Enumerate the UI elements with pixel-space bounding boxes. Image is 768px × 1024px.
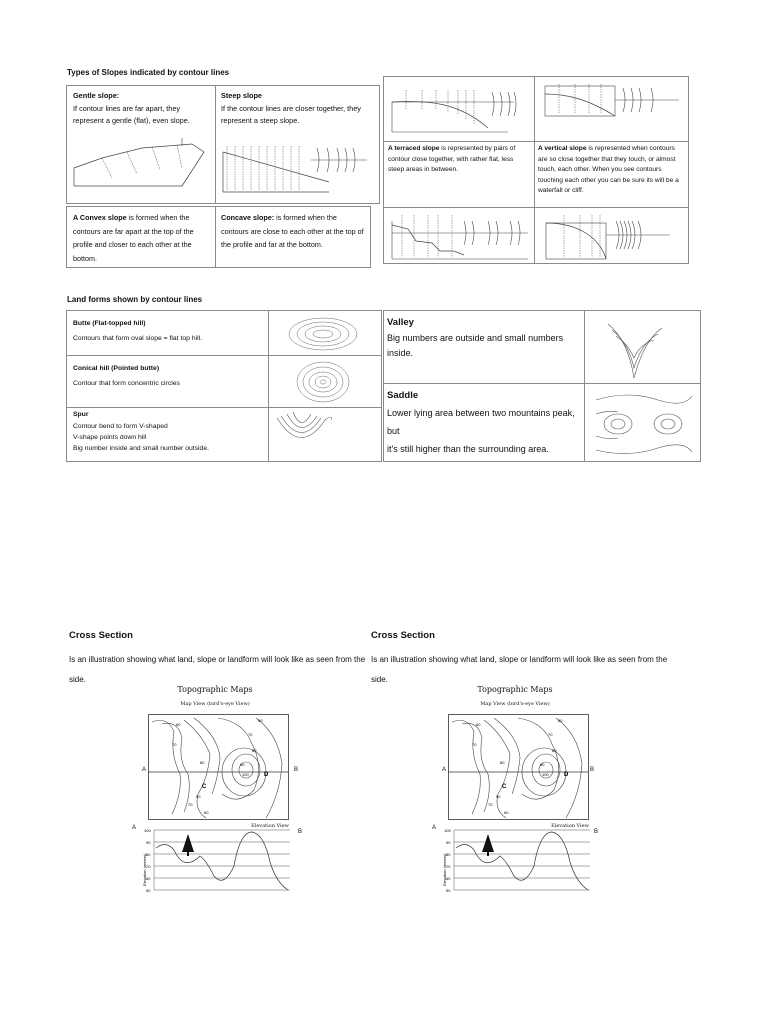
elevation-axis-label: Elevation (meters) (442, 853, 447, 886)
topo-map-diagram (448, 714, 598, 826)
spur-title: Spur (73, 411, 89, 418)
y-tick-label: 90 (446, 840, 451, 845)
concave-slope-text: is formed when the contours are close to each other at the top of the profile and far at the bottom. (221, 213, 364, 249)
butte-cell (67, 313, 267, 350)
map-contour-label: 80 (252, 748, 257, 753)
cross-section-text-2-line-1: Is an illustration showing what land, slope or landform will look like as seen from the (371, 655, 668, 664)
spur-cell (67, 407, 267, 458)
y-tick-label: 70 (146, 864, 151, 869)
map-contour-label: 60 (558, 718, 563, 723)
conical-hill-contour-diagram (271, 358, 381, 406)
map-view-label: Map View (bird's-eye View) (180, 701, 250, 707)
butte-contour-diagram (271, 314, 381, 354)
y-tick-label: 50 (146, 888, 151, 893)
map-contour-label: 90 (540, 762, 545, 767)
terraced-slope-cell (384, 141, 534, 179)
map-contour-label: 70 (248, 732, 253, 737)
concave-slope-cell (215, 207, 371, 256)
valley-title: Valley (387, 317, 414, 328)
map-contour-label: 70 (548, 732, 553, 737)
terraced-slope-title: A terraced slope (388, 145, 440, 152)
map-contour-label: 60 (258, 718, 263, 723)
map-point-b-label: B (294, 767, 299, 773)
convex-concave-box (66, 206, 371, 268)
slopes-heading: Types of Slopes indicated by contour lines (67, 68, 230, 77)
elevation-profile-diagram (440, 826, 600, 898)
convex-slope-cell (67, 207, 215, 269)
convex-slope-text: is formed when the contours are far apart at the top of the profile and closer to each other at the bottom. (73, 213, 194, 263)
vertical-slope-diagram (539, 80, 689, 140)
map-contour-label: 50 (496, 794, 501, 799)
y-tick-label: 100 (144, 828, 151, 833)
topo-figure-right (432, 683, 620, 898)
point-d-label: D (264, 772, 269, 778)
spur-line-2: V-shape points down hill (73, 434, 147, 441)
valley-cell (384, 311, 584, 365)
topo-map-title: Topographic Maps (177, 685, 253, 694)
vertical-slope-cell (534, 141, 688, 200)
butte-text: Contours that form oval slope = flat top hill. (73, 335, 203, 342)
cross-section-text-line-1: Is an illustration showing what land, slope or landform will look like as seen from the (69, 655, 366, 664)
map-contour-label: 80 (200, 760, 205, 765)
tree-icon (182, 834, 194, 856)
cross-section-title: Cross Section (69, 630, 133, 641)
profile-point-a-label: A (432, 825, 437, 831)
convex-slope-title: A Convex slope (73, 213, 127, 222)
steep-slope-cell (215, 86, 379, 132)
vertical-slope-text: is represented when contours are so close together that they touch, or almost touch, each other. When you see contours touching each other you can be sure its will be a waterfall or cliff. (538, 145, 679, 194)
landforms-heading: Land forms shown by contour lines (67, 295, 203, 304)
y-tick-label: 80 (146, 852, 151, 857)
y-tick-label: 50 (446, 888, 451, 893)
profile-point-a-label: A (132, 825, 137, 831)
terraced-profile-diagram (388, 209, 534, 263)
terraced-vertical-box (383, 76, 689, 264)
saddle-title: Saddle (387, 390, 419, 401)
map-contour-label: 80 (500, 760, 505, 765)
vertical-profile-diagram (540, 209, 690, 263)
map-contour-label: 100 (542, 772, 549, 777)
gentle-steep-box (66, 85, 380, 204)
saddle-line-1: Lower lying area between two mountains peak, but (387, 408, 575, 436)
terraced-slope-text: is represented by pairs of contour close together, with rather flat, less steep areas in between. (388, 145, 516, 173)
vertical-slope-title: A vertical slope (538, 145, 587, 152)
landforms-right-box (383, 310, 701, 462)
y-tick-label: 70 (446, 864, 451, 869)
cross-section-text-2-line-2: side. (371, 675, 388, 684)
gentle-slope-cell (67, 86, 215, 132)
cross-section-title-2: Cross Section (371, 630, 435, 641)
topo-map-title: Topographic Maps (477, 685, 553, 694)
profile-point-b-label: B (594, 829, 599, 835)
point-c-label: C (202, 784, 207, 790)
steep-slope-text: If the contour lines are closer together, they represent a steep slope. (221, 104, 361, 126)
spur-contour-diagram (271, 408, 381, 460)
map-contour-label: 60 (204, 810, 209, 815)
map-contour-label: 80 (552, 748, 557, 753)
y-tick-label: 60 (446, 876, 451, 881)
map-contour-label: 60 (476, 722, 481, 727)
map-point-b-label: B (590, 767, 595, 773)
y-tick-label: 100 (444, 828, 451, 833)
profile-point-b-label: B (298, 829, 303, 835)
conical-hill-title: Conical hill (Pointed butte) (73, 365, 160, 372)
point-c-label: C (502, 784, 507, 790)
map-contour-label: 90 (240, 762, 245, 767)
elevation-axis-label: Elevation (meters) (142, 853, 147, 886)
elevation-profile-diagram (140, 826, 303, 898)
valley-contour-diagram (588, 314, 698, 380)
map-point-a-label: A (142, 767, 147, 773)
conical-hill-text: Contour that form concentric circles (73, 380, 180, 387)
tree-icon (482, 834, 494, 856)
map-contour-label: 100 (242, 772, 249, 777)
topo-map-diagram (148, 714, 298, 826)
concave-slope-title: Concave slope: (221, 213, 275, 222)
spur-line-1: Contour bend to form V-shaped (73, 423, 168, 430)
elevation-view-label: Elevation View (251, 823, 289, 829)
landforms-left-box (66, 310, 382, 462)
saddle-cell (384, 385, 584, 462)
spur-line-3: Big number inside and small number outside. (73, 445, 210, 452)
map-contour-label: 60 (504, 810, 509, 815)
gentle-slope-text: If contour lines are far apart, they represent a gentle (flat), even slope. (73, 104, 190, 126)
point-d-label: D (564, 772, 569, 778)
map-contour-label: 70 (472, 742, 477, 747)
saddle-line-2: it's still higher than the surrounding area. (387, 444, 549, 454)
map-view-label: Map View (bird's-eye View) (480, 701, 550, 707)
gentle-slope-title: Gentle slope: (73, 91, 120, 100)
terraced-slope-diagram (388, 80, 528, 140)
y-tick-label: 60 (146, 876, 151, 881)
map-contour-label: 70 (172, 742, 177, 747)
map-contour-label: 50 (196, 794, 201, 799)
topo-figure-left (132, 683, 320, 898)
steep-slope-diagram (219, 136, 379, 196)
butte-title: Butte (Flat-topped hill) (73, 320, 146, 327)
map-contour-label: 70 (488, 802, 493, 807)
cross-section-text-line-2: side. (69, 675, 86, 684)
conical-hill-cell (67, 358, 267, 395)
elevation-view-label: Elevation View (551, 823, 589, 829)
saddle-contour-diagram (588, 386, 698, 460)
map-contour-label: 70 (188, 802, 193, 807)
gentle-slope-diagram (72, 138, 212, 192)
y-tick-label: 80 (446, 852, 451, 857)
y-tick-label: 90 (146, 840, 151, 845)
map-point-a-label: A (442, 767, 447, 773)
valley-text: Big numbers are outside and small numbers inside. (387, 333, 564, 358)
map-contour-label: 60 (176, 722, 181, 727)
steep-slope-title: Steep slope (221, 91, 262, 100)
